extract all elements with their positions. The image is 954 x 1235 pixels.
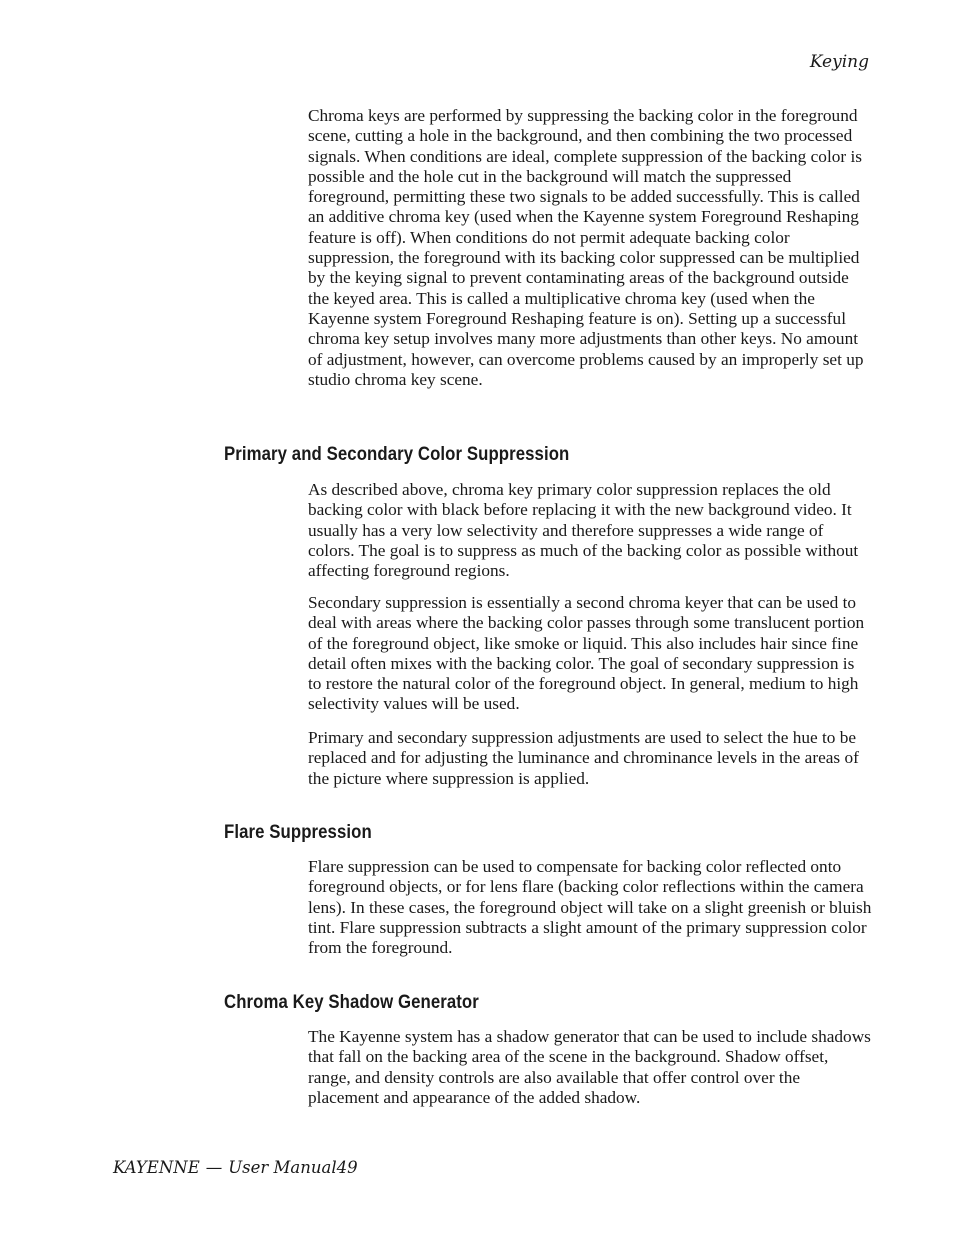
- running-head-title: Keying: [809, 52, 869, 72]
- page-number: 49: [336, 1158, 358, 1177]
- body-paragraph: As described above, chroma key primary color suppression replaces the old backing color with black before replacing it with the new background video. It usually has a very low selectivity and therefore suppresses a wide range of colors. The goal is to suppress as much of the backing color as possible without affecting foreground regions.: [308, 480, 859, 581]
- intro-paragraph: Chroma keys are performed by suppressing the backing color in the foreground scene, cutting a hole in the background, and then combining the two processed signals. When conditions are ideal, complete suppression of the backing color is possible and the hole cut in the background will match the suppressed foreground, permitting these two signals to be added successfully. This is called an additive chroma key (used when the Kayenne system Foreground Reshaping feature is off). When conditions do not permit adequate backing color suppression, the foreground with its backing color suppressed can be multiplied by the keying signal to prevent contaminating areas of the background outside the keyed area. This is called a multiplicative chroma key (used when the Kayenne system Foreground Reshaping feature is on). Setting up a successful chroma key setup involves many more adjustments than other keys. No amount of adjustment, however, can overcome problems caused by an improperly set up studio chroma key scene.: [308, 106, 864, 389]
- footer-product-name: KAYENNE: [113, 1158, 200, 1177]
- body-paragraph: Primary and secondary suppression adjustments are used to select the hue to be replaced and for adjusting the luminance and chrominance levels in the areas of the picture where suppression is applied.: [308, 728, 859, 788]
- body-paragraph: Secondary suppression is essentially a second chroma keyer that can be used to deal with areas where the backing color passes through some translucent portion of the foreground object, like smoke or liquid. This also includes hair since fine detail often mixes with the backing color. The goal of secondary suppression is to restore the natural color of the foreground object. In general, medium to high selectivity values will be used.: [308, 593, 865, 714]
- section-heading-primary-secondary-suppression: Primary and Secondary Color Suppression: [224, 443, 570, 465]
- body-paragraph: The Kayenne system has a shadow generator that can be used to include shadows that fall on the backing area of the scene in the background. Shadow offset, range, and density controls are also available that offer control over the placement and appearance of the added shadow.: [308, 1027, 871, 1107]
- footer-manual-title: User Manual: [228, 1158, 337, 1177]
- page-footer: [113, 1157, 358, 1179]
- footer-separator: —: [205, 1158, 223, 1177]
- section-heading-flare-suppression: Flare Suppression: [224, 821, 372, 843]
- body-paragraph: Flare suppression can be used to compensate for backing color reflected onto foreground objects, or for lens flare (backing color reflections within the camera lens). In these cases, the foreground object will take on a slight greenish or bluish tint. Flare suppression subtracts a slight amount of the primary suppression color from the foreground.: [308, 857, 872, 958]
- section-heading-shadow-generator: Chroma Key Shadow Generator: [224, 991, 479, 1013]
